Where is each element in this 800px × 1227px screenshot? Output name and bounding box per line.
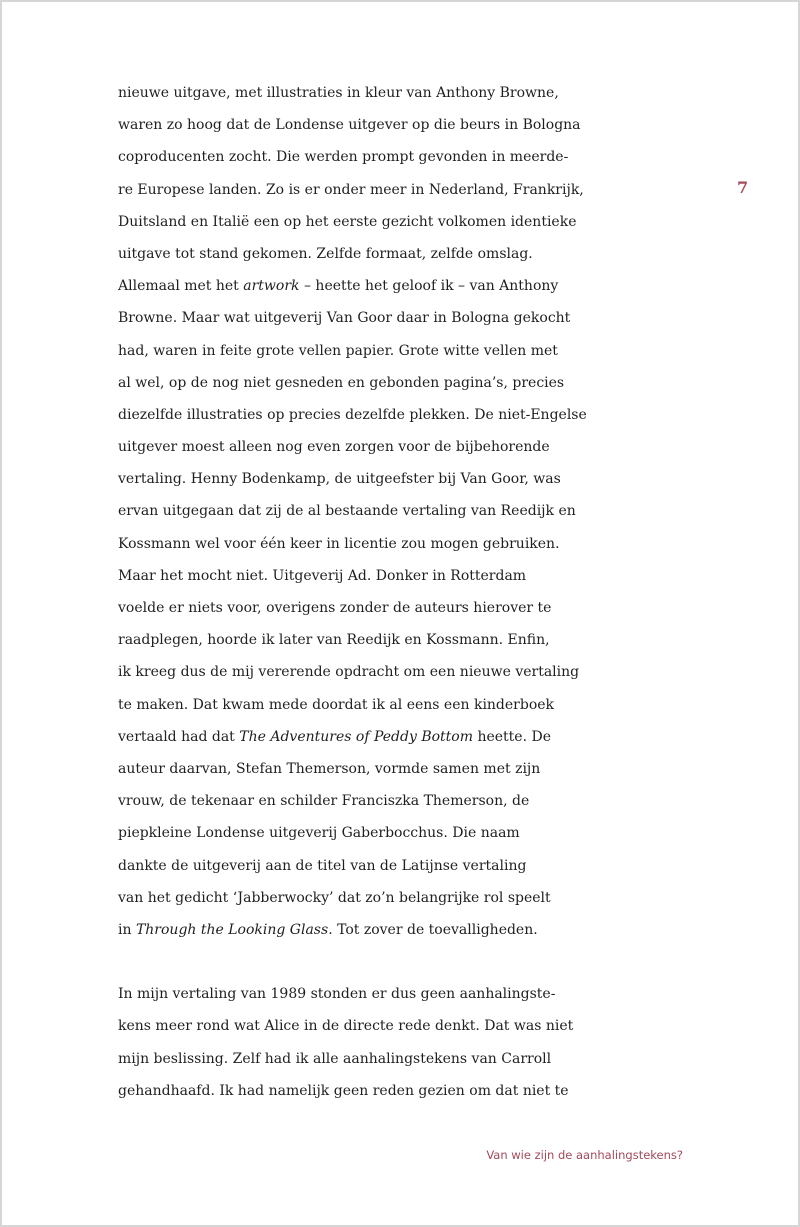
text-line [118,270,718,302]
text-line [118,978,718,1010]
text-line [118,850,718,882]
text-line [118,656,718,688]
text-segment: auteur daarvan, Stefan Themerson, vormde samen met zijn [118,760,541,777]
text-line [118,721,718,753]
text-segment: Maar het mocht niet. Uitgeverij Ad. Donker in Rotterdam [118,567,527,584]
italic-text: Through the Looking Glass [135,921,329,938]
text-segment: mijn beslissing. Zelf had ik alle aanhalingstekens van Carroll [118,1050,552,1067]
text-segment: ervan uitgegaan dat zij de al bestaande vertaling van Reedijk en [118,503,576,520]
text-line [118,1075,718,1107]
text-segment: vertaald had dat [118,728,240,745]
text-segment: in [118,921,136,938]
text-line [118,528,718,560]
text-segment: coproducenten zocht. Die werden prompt gevonden in meerde- [118,149,569,166]
text-line [118,592,718,624]
text-line [118,495,718,527]
text-segment: heette. De [473,728,551,745]
page-number: 7 [737,178,749,197]
text-line [118,399,718,431]
text-line [118,238,718,270]
paragraph-gap [118,946,718,978]
text-segment: nieuwe uitgave, met illustraties in kleur van Anthony Browne, [118,85,559,101]
text-segment: vertaling. Henny Bodenkamp, de uitgeefster bij Van Goor, was [118,471,561,488]
text-line [118,882,718,914]
text-line [118,77,718,109]
text-segment: piepkleine Londense uitgeverij Gaberbocchus. Die naam [118,825,520,842]
text-line [118,689,718,721]
text-segment: dankte de uitgeverij aan de titel van de Latijnse vertaling [118,857,527,874]
text-segment: vrouw, de tekenaar en schilder Franciszka Themerson, de [118,793,530,810]
text-segment: kens meer rond wat Alice in de directe rede denkt. Dat was niet [118,1018,574,1035]
italic-text: artwork [243,278,300,295]
text-line [118,174,718,206]
text-line [118,463,718,495]
text-line [118,624,718,656]
text-segment: te maken. Dat kwam mede doordat ik al eens een kinderboek [118,696,555,713]
text-line [118,1010,718,1042]
text-line [118,914,718,946]
text-segment: Allemaal met het [118,278,244,295]
text-segment: had, waren in feite grote vellen papier. Grote witte vellen met [118,342,558,359]
text-segment: In mijn vertaling van 1989 stonden er dus geen aanhalingste- [118,986,556,1003]
text-line [118,141,718,173]
text-segment: re Europese landen. Zo is er onder meer in Nederland, Frankrijk, [118,181,584,198]
text-segment: Duitsland en Italië een op het eerste gezicht volkomen identieke [118,213,577,230]
text-line [118,560,718,592]
text-line [118,206,718,238]
text-segment: raadplegen, hoorde ik later van Reedijk en Kossmann. Enfin, [118,632,550,649]
text-line [118,431,718,463]
text-segment: . Tot zover de toevalligheden. [328,921,538,938]
text-segment: ik kreeg dus de mij vererende opdracht om een nieuwe vertaling [118,664,580,681]
italic-text: The Adventures of Peddy Bottom [239,728,473,745]
paragraph [118,978,718,1107]
text-segment: diezelfde illustraties op precies dezelfde plekken. De niet-Engelse [118,406,587,423]
text-line [118,817,718,849]
body-text [118,77,718,1107]
text-segment: Kossmann wel voor één keer in licentie zou mogen gebruiken. [118,535,560,552]
text-segment: uitgave tot stand gekomen. Zelfde formaat, zelfde omslag. [118,245,533,262]
text-line [118,785,718,817]
text-segment: van het gedicht ‘Jabberwocky’ dat zo’n belangrijke rol speelt [118,889,551,906]
running-footer: Van wie zijn de aanhalingstekens? [486,1148,683,1162]
text-line [118,753,718,785]
text-segment: uitgever moest alleen nog even zorgen voor de bijbehorende [118,439,550,456]
text-segment: voelde er niets voor, overigens zonder de auteurs hierover te [118,600,552,616]
text-segment: Browne. Maar wat uitgeverij Van Goor daar in Bologna gekocht [118,310,571,327]
text-segment: – heette het geloof ik – van Anthony [299,278,559,295]
paragraph [118,77,718,946]
text-segment: waren zo hoog dat de Londense uitgever op die beurs in Bologna [118,117,581,134]
text-segment: al wel, op de nog niet gesneden en gebonden pagina’s, precies [118,374,565,391]
text-line [118,367,718,399]
text-line [118,335,718,367]
text-line [118,1043,718,1075]
text-segment: gehandhaafd. Ik had namelijk geen reden gezien om dat niet te [118,1082,569,1099]
text-line [118,109,718,141]
text-line [118,302,718,334]
